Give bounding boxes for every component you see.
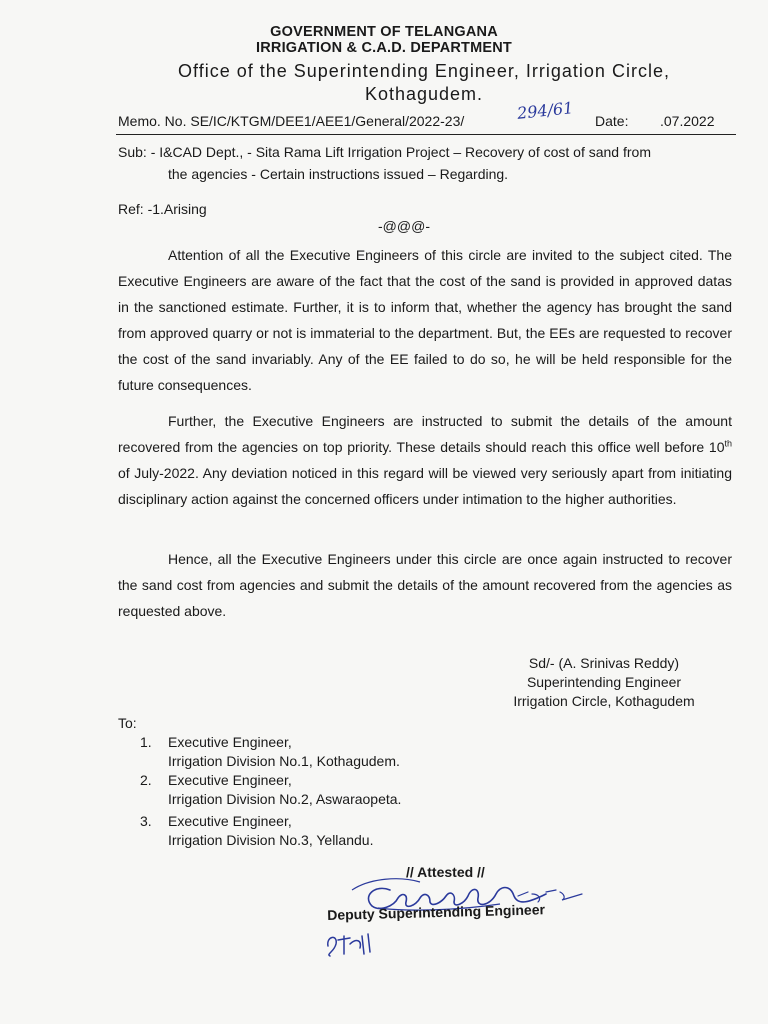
- recipient-division: Irrigation Division No.1, Kothagudem.: [168, 753, 400, 769]
- recipient-title: Executive Engineer,: [168, 813, 292, 829]
- header-divider: [116, 134, 736, 135]
- recipient-number: 3.: [140, 813, 152, 829]
- recipient-number: 1.: [140, 734, 152, 750]
- separator: -@@@-: [378, 218, 430, 234]
- signatory-name: Sd/- (A. Srinivas Reddy): [528, 655, 680, 671]
- date-label: Date:: [595, 113, 629, 129]
- recipient-title: Executive Engineer,: [168, 772, 292, 788]
- signatory-title: Superintending Engineer: [526, 674, 682, 690]
- office-heading: [0, 60, 768, 106]
- recipient-division: Irrigation Division No.2, Aswaraopeta.: [168, 791, 402, 807]
- handwritten-initials: [322, 926, 382, 960]
- date-value: .07.2022: [660, 113, 715, 129]
- memo-row: [118, 98, 734, 133]
- handwritten-memo-number: 294/61: [516, 98, 575, 123]
- superscript-th: th: [724, 438, 732, 449]
- deputy-superintending-engineer: Deputy Superintending Engineer: [327, 901, 546, 923]
- office-heading-line2: Kothagudem.: [364, 84, 484, 104]
- department-heading: IRRIGATION & C.A.D. DEPARTMENT: [256, 40, 512, 56]
- recipient-title: Executive Engineer,: [168, 734, 292, 750]
- attested-stamp: // Attested //: [406, 864, 485, 880]
- subject: [118, 141, 734, 185]
- recipient-1: [140, 733, 540, 771]
- subject-line1: Sub: - I&CAD Dept., - Sita Rama Lift Irrigation Project – Recovery of cost of sand from: [118, 144, 651, 160]
- recipient-3: [140, 812, 540, 850]
- recipient-number: 2.: [140, 772, 152, 788]
- to-label: To:: [118, 715, 137, 731]
- body-paragraph-3: Hence, all the Executive Engineers under this circle are once again instructed to recover the sand cost from agencies and submit the details of the amount recovered from the agencies as requested above.: [118, 551, 732, 619]
- subject-line2: the agencies - Certain instructions issued – Regarding.: [168, 166, 509, 182]
- paragraph-2-text-b: of July-2022. Any deviation noticed in this regard will be viewed very seriously apart from initiating disciplinary action against the concerned officers under intimation to the higher authorities.: [118, 465, 732, 507]
- recipient-2: [140, 771, 540, 809]
- body-paragraph-1: Attention of all the Executive Engineers of this circle are invited to the subject cited. The Executive Engineers are aware of the fact that the cost of the sand is provided in approved datas in the sanctioned estimate. Further, it is to inform that, whether the agency has brought the sand from approved quarry or not is immaterial to the department. But, the EEs are requested to recover the cost of the sand invariably. Any of the EE failed to do so, he will be held responsible for the future consequences.: [118, 247, 732, 393]
- paragraph-2-text-a: Further, the Executive Engineers are instructed to submit the details of the amount recovered from the agencies on top priority. These details should reach this office well before 10: [118, 413, 732, 455]
- body-paragraph-2: [118, 408, 732, 512]
- government-heading: GOVERNMENT OF TELANGANA: [270, 24, 498, 40]
- signatory-office: Irrigation Circle, Kothagudem: [513, 693, 695, 709]
- reference: Ref: -1.Arising: [118, 201, 207, 217]
- office-heading-line1: Office of the Superintending Engineer, Irrigation Circle,: [178, 61, 670, 81]
- memo-number: Memo. No. SE/IC/KTGM/DEE1/AEE1/General/2022-23/: [118, 113, 465, 129]
- signature-block: [494, 654, 714, 711]
- recipient-division: Irrigation Division No.3, Yellandu.: [168, 832, 374, 848]
